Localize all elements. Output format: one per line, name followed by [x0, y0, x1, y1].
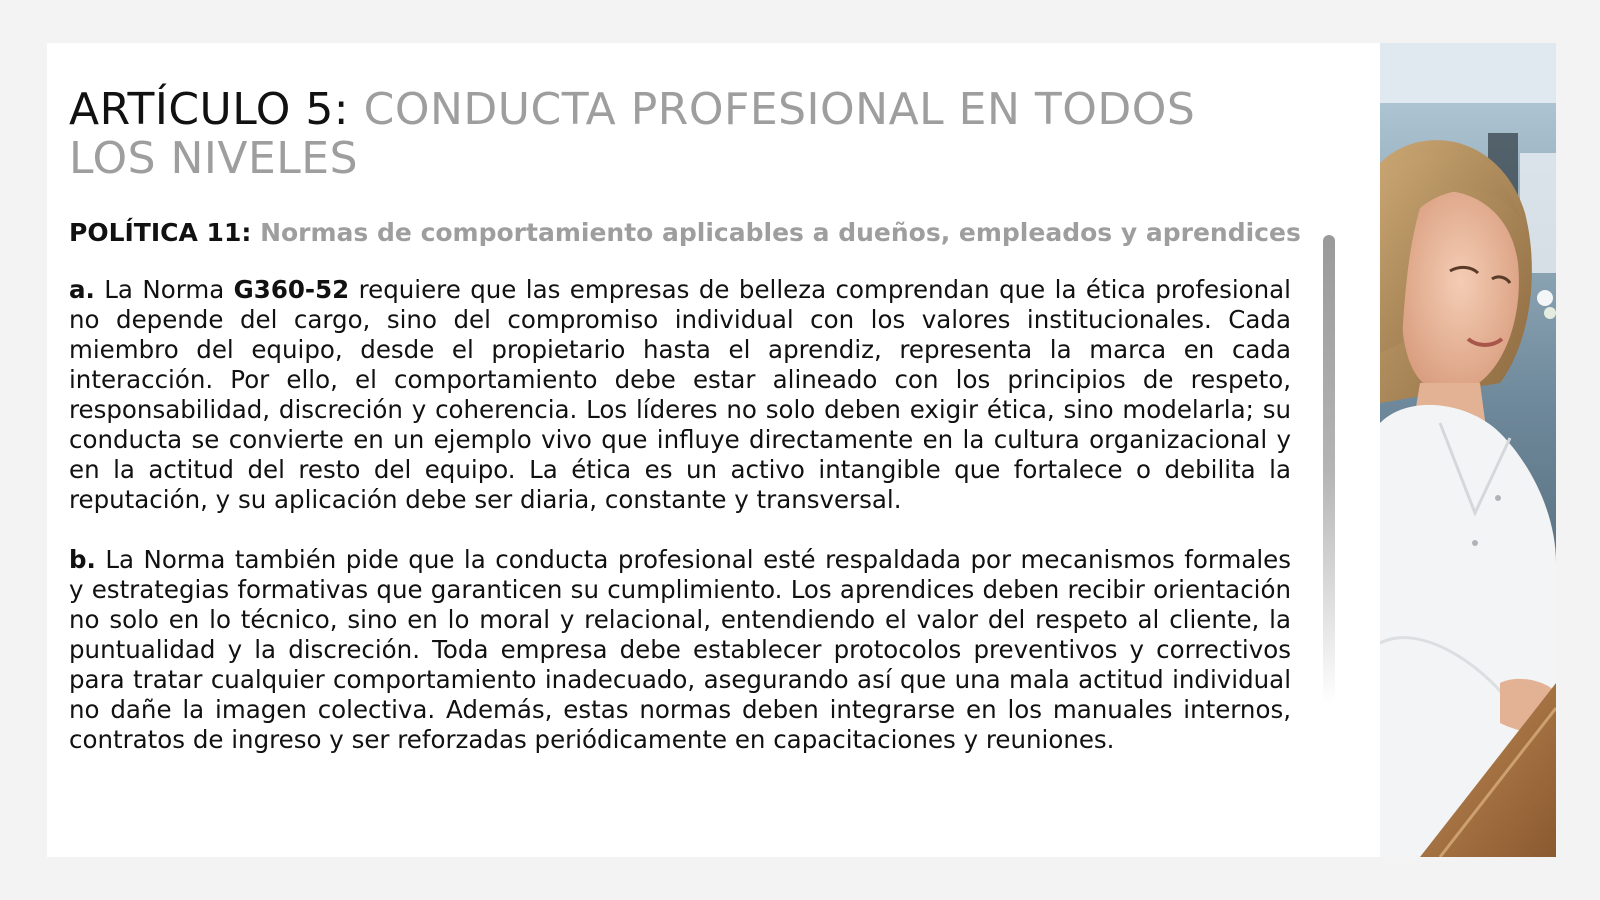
paragraph-b: [69, 545, 1291, 755]
norm-code: G360-52: [233, 275, 350, 304]
slide-content: [69, 84, 1301, 755]
policy-heading: [69, 217, 1301, 249]
policy-label: POLÍTICA 11:: [69, 218, 252, 247]
slide: [47, 43, 1556, 857]
paragraph-a: [69, 275, 1291, 515]
paragraph-b-marker: b.: [69, 545, 96, 574]
paragraph-a-text-before: La Norma: [104, 275, 225, 304]
article-title: [69, 85, 1291, 183]
salon-professional-photo: [1380, 43, 1556, 857]
policy-text: Normas de comportamiento aplicables a dueños, empleados y aprendices: [260, 218, 1301, 247]
scrollbar[interactable]: [1323, 235, 1335, 705]
paragraph-a-text-after: requiere que las empresas de belleza comprendan que la ética profesional no depende del cargo, sino del compromiso individual con los valores institucionales. Cada miembro del equipo, desde el propietario hasta el aprendiz, representa la marca en cada interacción. Por ello, el comportamiento debe estar alineado con los principios de respeto, responsabilidad, discreción y coherencia. Los líderes no solo deben exigir ética, sino modelarla; su conducta se convierte en un ejemplo vivo que influye directamente en la cultura organizacional y en la actitud del resto del equipo. La ética es un activo intangible que fortalece o debilita la reputación, y su aplicación debe ser diaria, constante y transversal.: [69, 275, 1291, 514]
article-title-lead: ARTÍCULO 5:: [69, 84, 350, 135]
article-title-rest: CONDUCTA PROFESIONAL EN TODOS LOS NIVELES: [69, 84, 1196, 184]
photo-illustration: [1380, 43, 1556, 857]
paragraph-a-marker: a.: [69, 275, 95, 304]
paragraph-b-text: La Norma también pide que la conducta profesional esté respaldada por mecanismos formales y estrategias formativas que garanticen su cumplimiento. Los aprendices deben recibir orientación no solo en lo técnico, sino en lo moral y relacional, entendiendo el valor del respeto al cliente, la puntualidad y la discreción. Toda empresa debe establecer protocolos preventivos y correctivos para tratar cualquier comportamiento inadecuado, asegurando así que una mala actitud individual no dañe la imagen colectiva. Además, estas normas deben integrarse en los manuales internos, contratos de ingreso y ser reforzadas periódicamente en capacitaciones y reuniones.: [69, 545, 1291, 754]
